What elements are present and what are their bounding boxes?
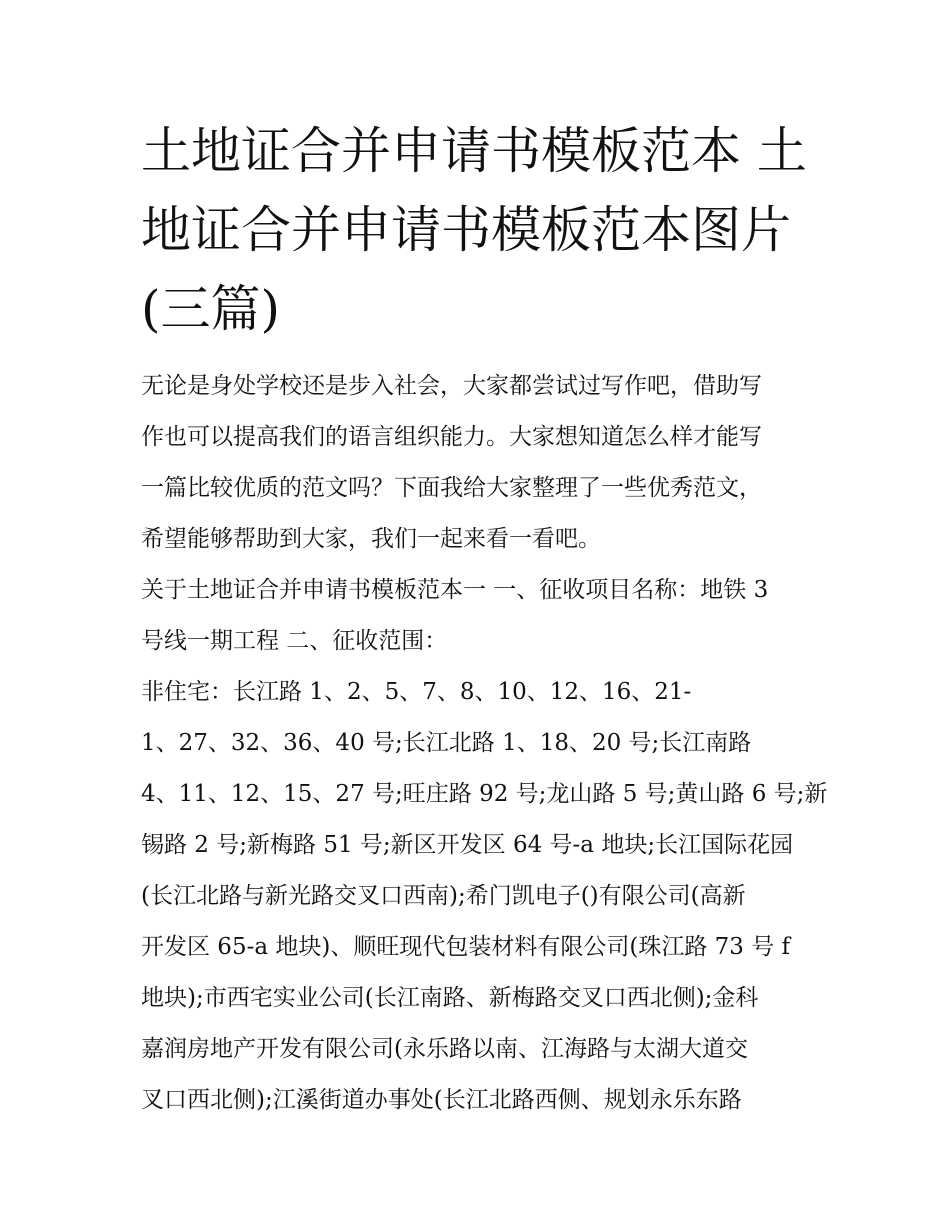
title-line: 地证合并申请书模板范本图片 [141,201,791,259]
body-line: 1、27、32、36、40 号;长江北路 1、18、20 号;长江南路 [141,730,752,756]
body-line: 嘉润房地产开发有限公司(永乐路以南、江海路与太湖大道交 [141,1036,748,1062]
body-line: 号线一期工程 二、征收范围： [141,628,448,654]
intro-line: 希望能够帮助到大家，我们一起来看一看吧。 [141,526,601,552]
body-line: 非住宅：长江路 1、2、5、7、8、10、12、16、21- [141,679,692,705]
body-line: 锡路 2 号;新梅路 51 号;新区开发区 64 号-a 地块;长江国际花园 [141,832,794,858]
intro-line: 无论是身处学校还是步入社会，大家都尝试过写作吧，借助写 [141,373,762,399]
document-page [141,112,828,1126]
title-line: (三篇) [141,280,281,338]
intro-line: 一篇比较优质的范文吗？下面我给大家整理了一些优秀范文， [141,475,762,501]
intro-line: 作也可以提高我们的语言组织能力。大家想知道怎么样才能写 [141,424,762,450]
body-line: 4、11、12、15、27 号;旺庄路 92 号;龙山路 5 号;黄山路 6 号;新 [141,781,828,807]
title-line: 土地证合并申请书模板范本 土 [141,122,807,180]
body-line: 关于土地证合并申请书模板范本一 一、征收项目名称：地铁 3 [141,577,769,603]
body-paragraph [141,565,828,1126]
body-line: (长江北路与新光路交叉口西南);希门凯电子()有限公司(高新 [141,883,746,909]
document-title [141,112,813,349]
intro-paragraph [141,361,813,565]
body-line: 叉口西北侧);江溪街道办事处(长江北路西侧、规划永乐东路 [141,1087,742,1113]
body-line: 开发区 65-a 地块)、顺旺现代包装材料有限公司(珠江路 73 号 f [141,934,791,960]
body-line: 地块);市西宅实业公司(长江南路、新梅路交叉口西北侧);金科 [141,985,759,1011]
